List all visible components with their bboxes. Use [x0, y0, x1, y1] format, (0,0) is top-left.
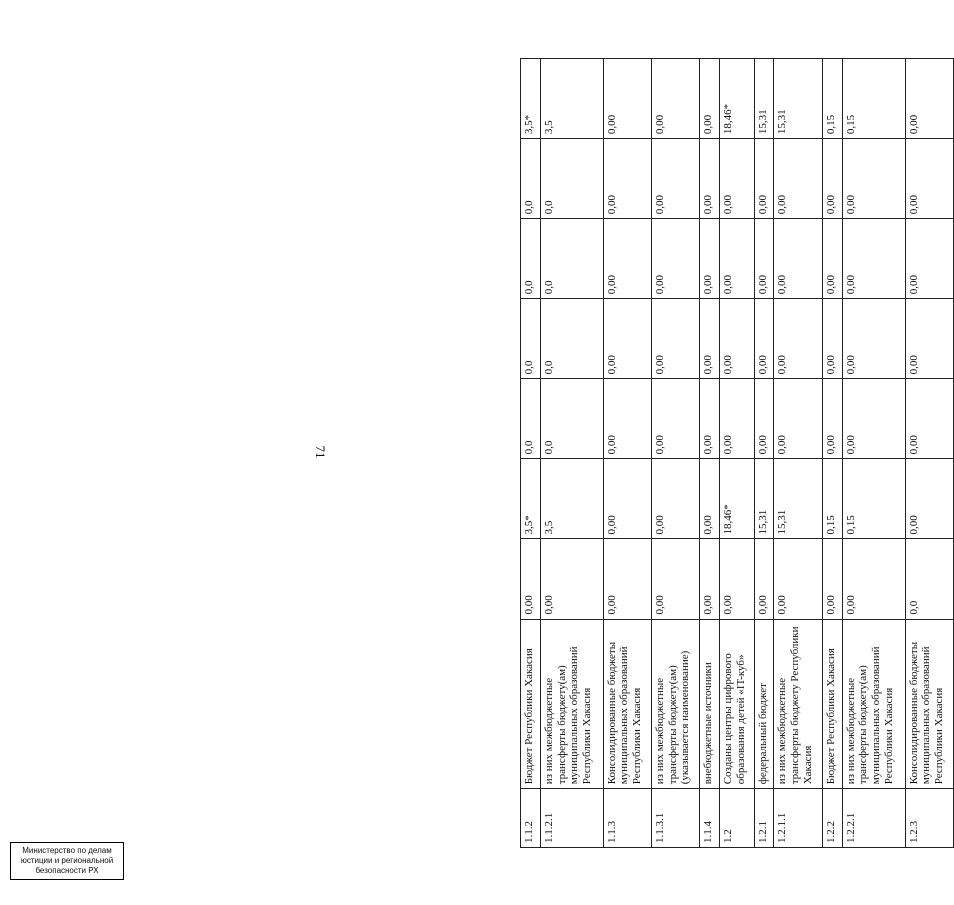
- row-name: из них межбюджетные трансферты бюджету(ам) (указывается наименование): [652, 619, 700, 789]
- row-name: из них межбюджетные трансферты бюджету Республики Хакасия: [774, 619, 822, 789]
- row-value: 0,00: [652, 379, 700, 459]
- table-row: [700, 59, 720, 848]
- ministry-stamp: [10, 842, 124, 880]
- row-value: 0,00: [842, 219, 905, 299]
- row-value: 0,15: [822, 459, 842, 539]
- row-value: 0,00: [822, 379, 842, 459]
- row-value: 0,00: [754, 539, 774, 619]
- row-value: 15,31: [754, 59, 774, 139]
- row-value: 0,0: [540, 219, 603, 299]
- row-name: из них межбюджетные трансферты бюджету(ам) муниципальных образований Республики Хакасия: [540, 619, 603, 789]
- row-value: 0,00: [521, 539, 541, 619]
- table-row: [521, 59, 541, 848]
- row-value: 0,00: [842, 299, 905, 379]
- row-value: 0,00: [905, 459, 953, 539]
- row-name: Созданы центры цифрового образования детей «IT-куб»: [720, 619, 754, 789]
- row-value: 0,00: [720, 139, 754, 219]
- row-value: 0,00: [905, 139, 953, 219]
- table-row: [540, 59, 603, 848]
- row-value: 0,0: [540, 299, 603, 379]
- row-code: 1.2.1.1: [774, 789, 822, 848]
- table-row: [842, 59, 905, 848]
- row-value: 0,00: [700, 379, 720, 459]
- row-value: 0,00: [720, 299, 754, 379]
- row-code: 1.2.3: [905, 789, 953, 848]
- budget-table-body: [521, 59, 954, 848]
- row-value: 0,00: [700, 139, 720, 219]
- row-value: 0,00: [822, 219, 842, 299]
- row-value: 0,00: [905, 379, 953, 459]
- row-value: 0,00: [905, 299, 953, 379]
- table-row: [754, 59, 774, 848]
- row-code: 1.2.2: [822, 789, 842, 848]
- row-name: Консолидированные бюджеты муниципальных образований Республики Хакасия: [603, 619, 651, 789]
- row-value: 3,5*: [521, 59, 541, 139]
- stamp-line-3: безопасности РХ: [35, 866, 99, 875]
- row-value: 0,00: [652, 299, 700, 379]
- row-value: 0,00: [603, 539, 651, 619]
- row-value: 0,00: [905, 59, 953, 139]
- row-code: 1.1.3.1: [652, 789, 700, 848]
- row-code: 1.2: [720, 789, 754, 848]
- row-value: 0,0: [540, 379, 603, 459]
- budget-table-rotated: [520, 58, 954, 848]
- row-value: 18,46*: [720, 459, 754, 539]
- row-value: 0,00: [720, 219, 754, 299]
- row-value: 0,00: [822, 299, 842, 379]
- budget-table: [520, 58, 954, 848]
- row-value: 0,00: [603, 59, 651, 139]
- row-value: 0,00: [774, 299, 822, 379]
- row-name: федеральный бюджет: [754, 619, 774, 789]
- row-value: 0,15: [842, 459, 905, 539]
- row-value: 3,5: [540, 459, 603, 539]
- row-value: 0,00: [700, 459, 720, 539]
- row-value: 0,00: [603, 219, 651, 299]
- row-value: 0,00: [754, 139, 774, 219]
- row-name: внебюджетные источники: [700, 619, 720, 789]
- row-value: 0,00: [652, 139, 700, 219]
- row-value: 0,0: [540, 139, 603, 219]
- row-value: 0,00: [652, 59, 700, 139]
- row-name: Бюджет Республики Хакасия: [822, 619, 842, 789]
- row-value: 0,00: [754, 299, 774, 379]
- row-value: 0,00: [720, 539, 754, 619]
- row-value: 15,31: [774, 59, 822, 139]
- row-value: 0,0: [521, 379, 541, 459]
- row-value: 0,15: [822, 59, 842, 139]
- row-value: 0,00: [754, 379, 774, 459]
- row-value: 0,00: [700, 539, 720, 619]
- row-value: 0,00: [842, 139, 905, 219]
- row-value: 0,00: [652, 539, 700, 619]
- row-value: 3,5*: [521, 459, 541, 539]
- stamp-line-1: Министерство по делам: [22, 846, 112, 855]
- row-name: Бюджет Республики Хакасия: [521, 619, 541, 789]
- row-value: 0,00: [842, 379, 905, 459]
- row-code: 1.1.4: [700, 789, 720, 848]
- row-value: 15,31: [754, 459, 774, 539]
- row-value: 0,00: [603, 139, 651, 219]
- table-row: [905, 59, 953, 848]
- row-name: из них межбюджетные трансферты бюджету(ам) муниципальных образований Республики Хакасия: [842, 619, 905, 789]
- row-value: 0,0: [521, 299, 541, 379]
- row-value: 0,0: [905, 539, 953, 619]
- row-name: Консолидированные бюджеты муниципальных образований Республики Хакасия: [905, 619, 953, 789]
- row-value: 0,00: [700, 299, 720, 379]
- row-value: 0,00: [774, 139, 822, 219]
- row-value: 0,00: [652, 219, 700, 299]
- row-value: 18,46*: [720, 59, 754, 139]
- stamp-line-2: юстиции и региональной: [20, 856, 114, 865]
- row-value: 0,00: [603, 459, 651, 539]
- row-code: 1.1.3: [603, 789, 651, 848]
- row-code: 1.2.1: [754, 789, 774, 848]
- row-value: 0,15: [842, 59, 905, 139]
- page-number: 71: [313, 445, 328, 459]
- row-code: 1.1.2.1: [540, 789, 603, 848]
- row-value: 0,00: [905, 219, 953, 299]
- row-value: 0,00: [700, 219, 720, 299]
- row-value: 0,00: [603, 379, 651, 459]
- row-code: 1.1.2: [521, 789, 541, 848]
- row-code: 1.2.2.1: [842, 789, 905, 848]
- row-value: 0,00: [842, 539, 905, 619]
- table-row: [720, 59, 754, 848]
- row-value: 0,00: [774, 219, 822, 299]
- table-row: [774, 59, 822, 848]
- table-row: [822, 59, 842, 848]
- row-value: 0,00: [822, 539, 842, 619]
- row-value: 0,00: [652, 459, 700, 539]
- row-value: 0,00: [754, 219, 774, 299]
- row-value: 0,00: [540, 539, 603, 619]
- row-value: 0,00: [720, 379, 754, 459]
- row-value: 0,00: [822, 139, 842, 219]
- row-value: 0,00: [700, 59, 720, 139]
- table-row: [652, 59, 700, 848]
- table-row: [603, 59, 651, 848]
- row-value: 0,0: [521, 139, 541, 219]
- row-value: 0,0: [521, 219, 541, 299]
- row-value: 0,00: [774, 379, 822, 459]
- row-value: 3,5: [540, 59, 603, 139]
- row-value: 15,31: [774, 459, 822, 539]
- row-value: 0,00: [603, 299, 651, 379]
- row-value: 0,00: [774, 539, 822, 619]
